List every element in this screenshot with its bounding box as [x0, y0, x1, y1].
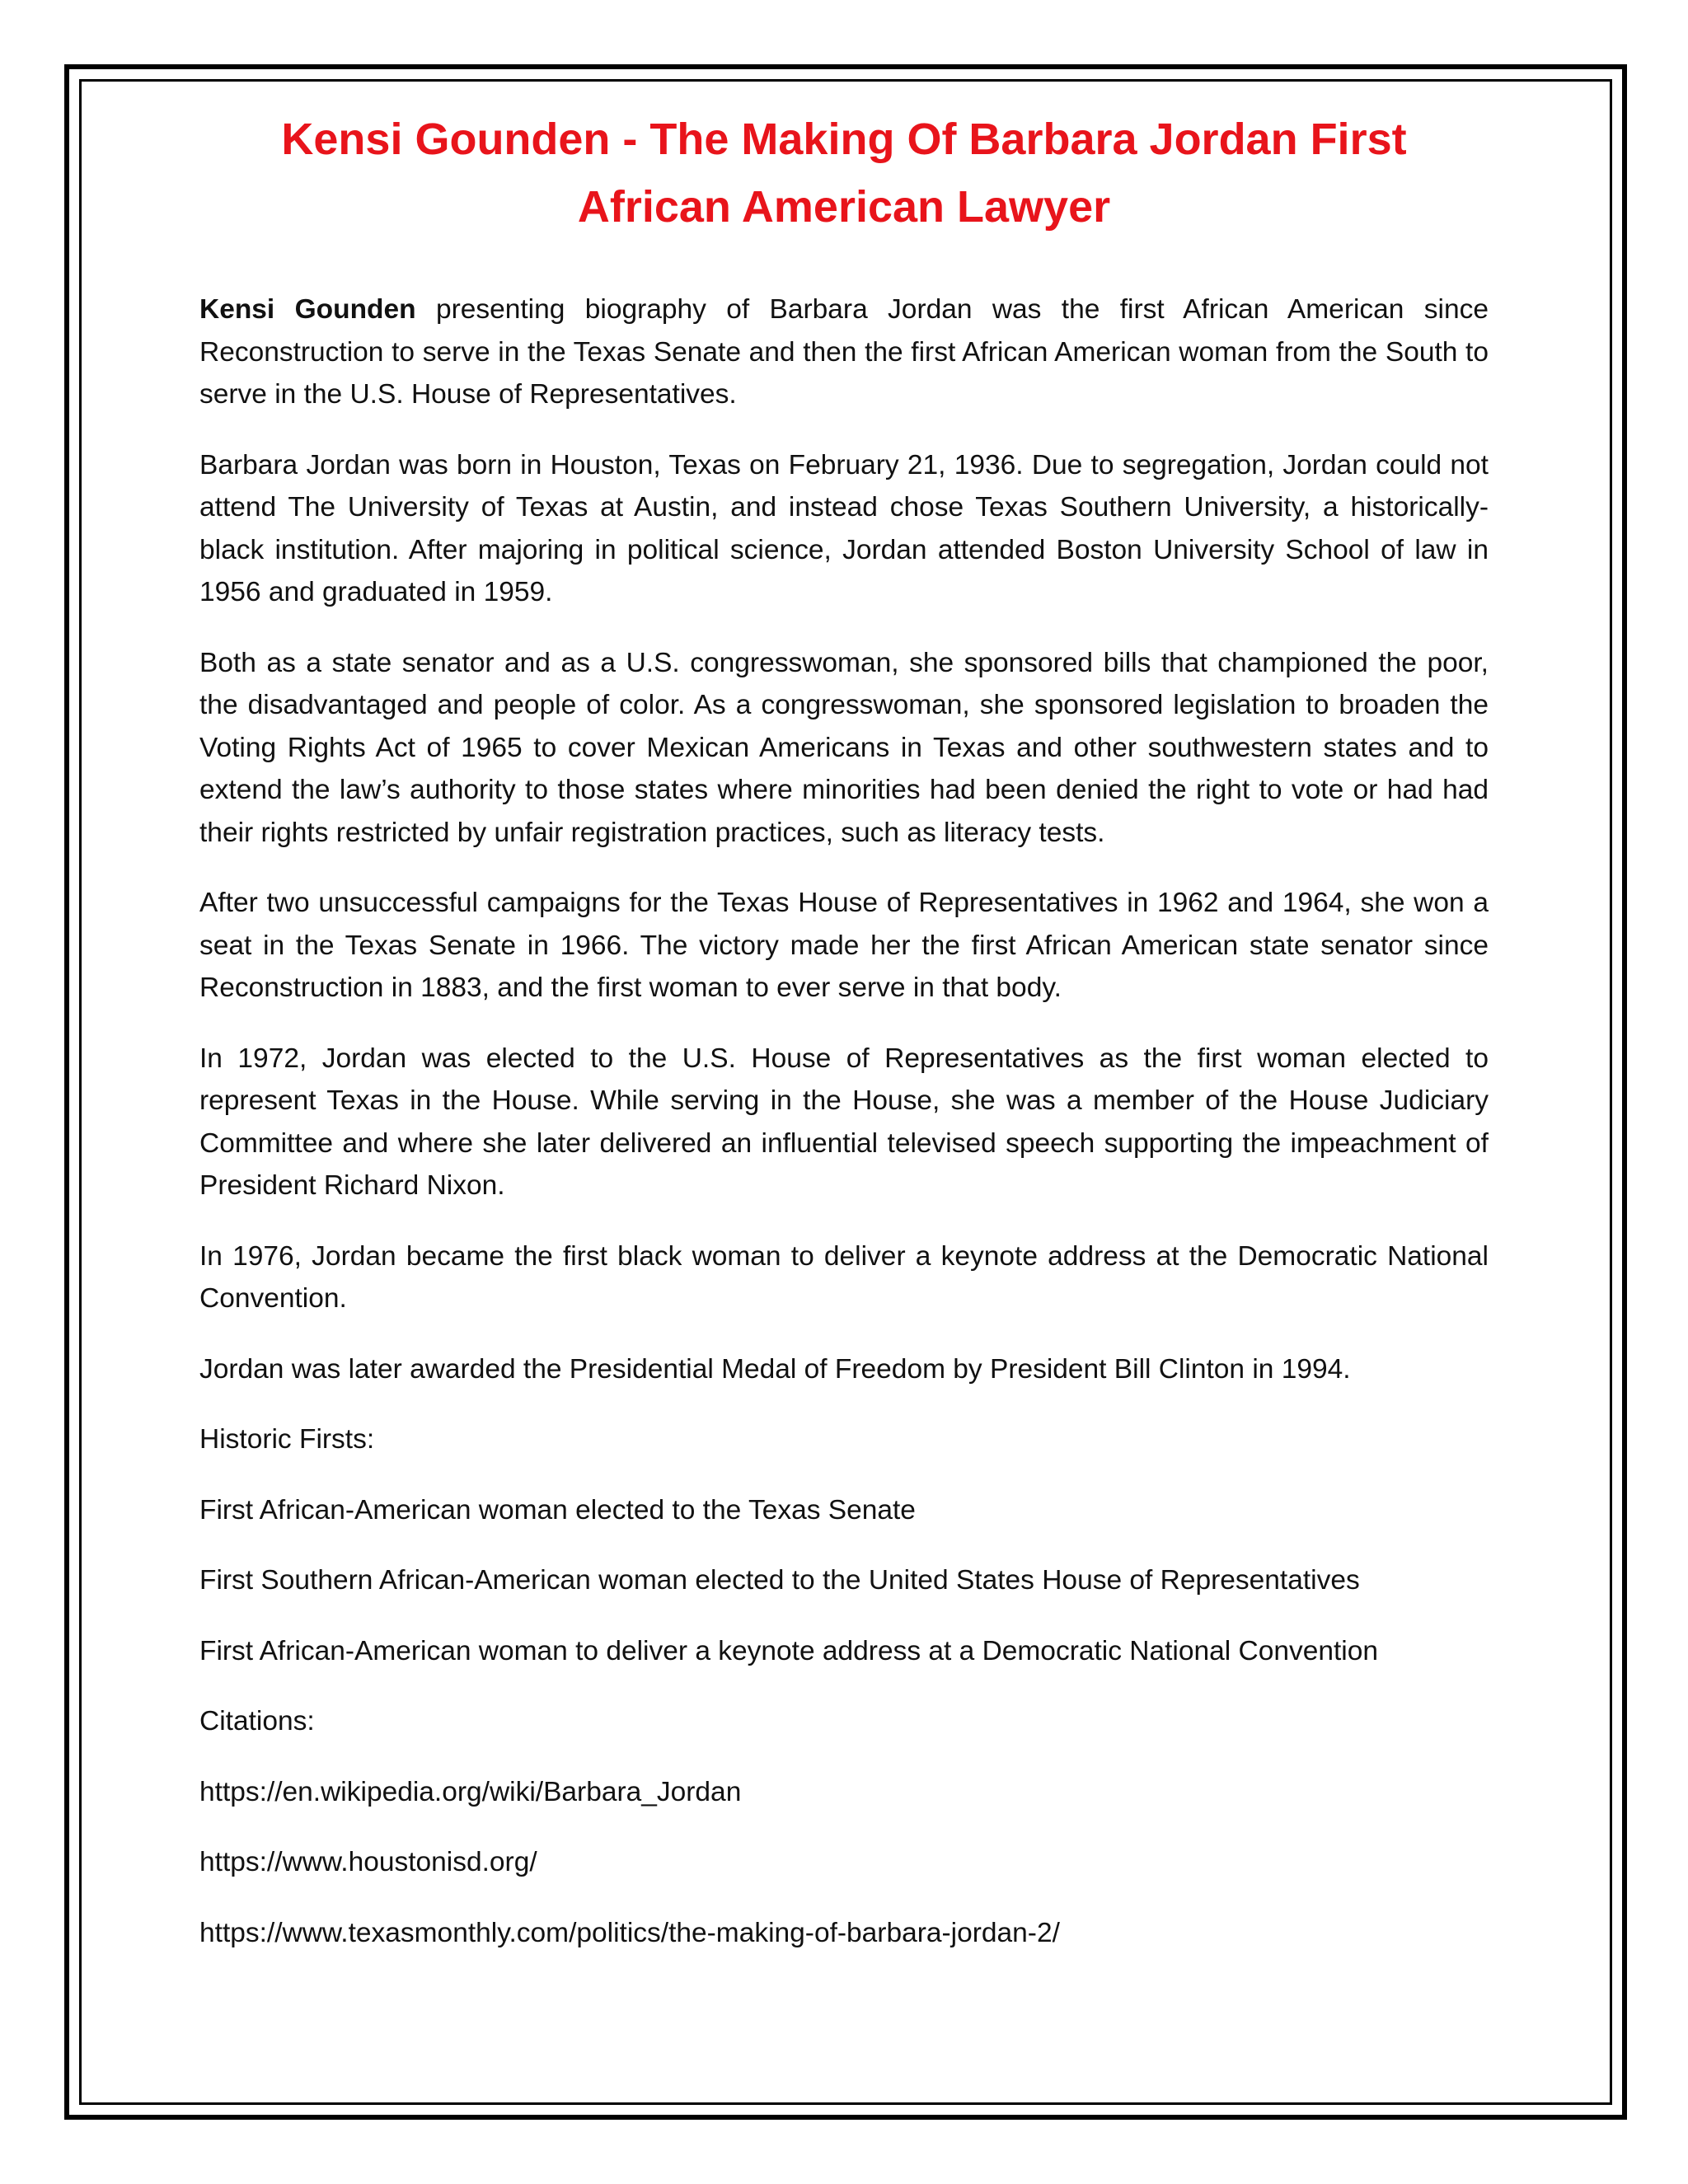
citation-link: https://www.texasmonthly.com/politics/the-making-of-barbara-jordan-2/	[199, 1917, 1060, 1948]
firsts-heading: Historic Firsts:	[199, 1424, 375, 1455]
intro-paragraph	[199, 288, 1489, 416]
paragraph-senate: After two unsuccessful campaigns for the Texas House of Representatives in 1962 and 1964, she won a seat in the Texas Senate in 1966. The victory made her the first African American state senator since Reconstruction in 1883, and the first woman to ever serve in that body.	[199, 888, 1489, 1003]
first-item: First African-American woman elected to the Texas Senate	[199, 1494, 916, 1526]
intro-text: presenting biography of Barbara Jordan was the first African American since Reconstruction to serve in the Texas Senate and then the first African American woman from the South to serve in the U.S. House of Representatives.	[199, 294, 1489, 410]
document-body	[199, 288, 1489, 1954]
paragraph-keynote: In 1976, Jordan became the first black woman to deliver a keynote address at the Democratic National Convention.	[199, 1240, 1489, 1314]
first-item: First Southern African-American woman elected to the United States House of Representatives	[199, 1565, 1360, 1596]
document-content	[199, 99, 1489, 1982]
citation-link: https://en.wikipedia.org/wiki/Barbara_Jordan	[199, 1776, 742, 1807]
citations-heading: Citations:	[199, 1706, 315, 1736]
citation-link: https://www.houstonisd.org/	[199, 1847, 537, 1877]
paragraph-legislation: Both as a state senator and as a U.S. congresswoman, she sponsored bills that championed the poor, the disadvantaged and people of color. As a congresswoman, she sponsored legislation to broaden the Voting Rights Act of 1965 to cover Mexican Americans in Texas and other southwestern states and to extend the law’s authority to those states where minorities had been denied the right to vote or had had their rights restricted by unfair registration practices, such as literacy tests.	[199, 647, 1489, 848]
document-title: Kensi Gounden - The Making Of Barbara Jordan First African American Lawyer	[281, 115, 1407, 232]
intro-lead-author: Kensi Gounden	[199, 294, 416, 325]
paragraph-medal: Jordan was later awarded the Presidential Medal of Freedom by President Bill Clinton in 1994.	[199, 1353, 1351, 1385]
first-item: First African-American woman to deliver a keynote address at a Democratic National Convention	[199, 1635, 1378, 1666]
paragraph-early-life: Barbara Jordan was born in Houston, Texas on February 21, 1936. Due to segregation, Jordan could not attend The University of Texas at Austin, and instead chose Texas Southern University, a historically-black institution. After majoring in political science, Jordan attended Boston University School of law in 1956 and graduated in 1959.	[199, 449, 1489, 607]
paragraph-house: In 1972, Jordan was elected to the U.S. House of Representatives as the first woman elected to represent Texas in the House. While serving in the House, she was a member of the House Judiciary Committee and where she later delivered an influential televised speech supporting the impeachment of President Richard Nixon.	[199, 1043, 1489, 1201]
